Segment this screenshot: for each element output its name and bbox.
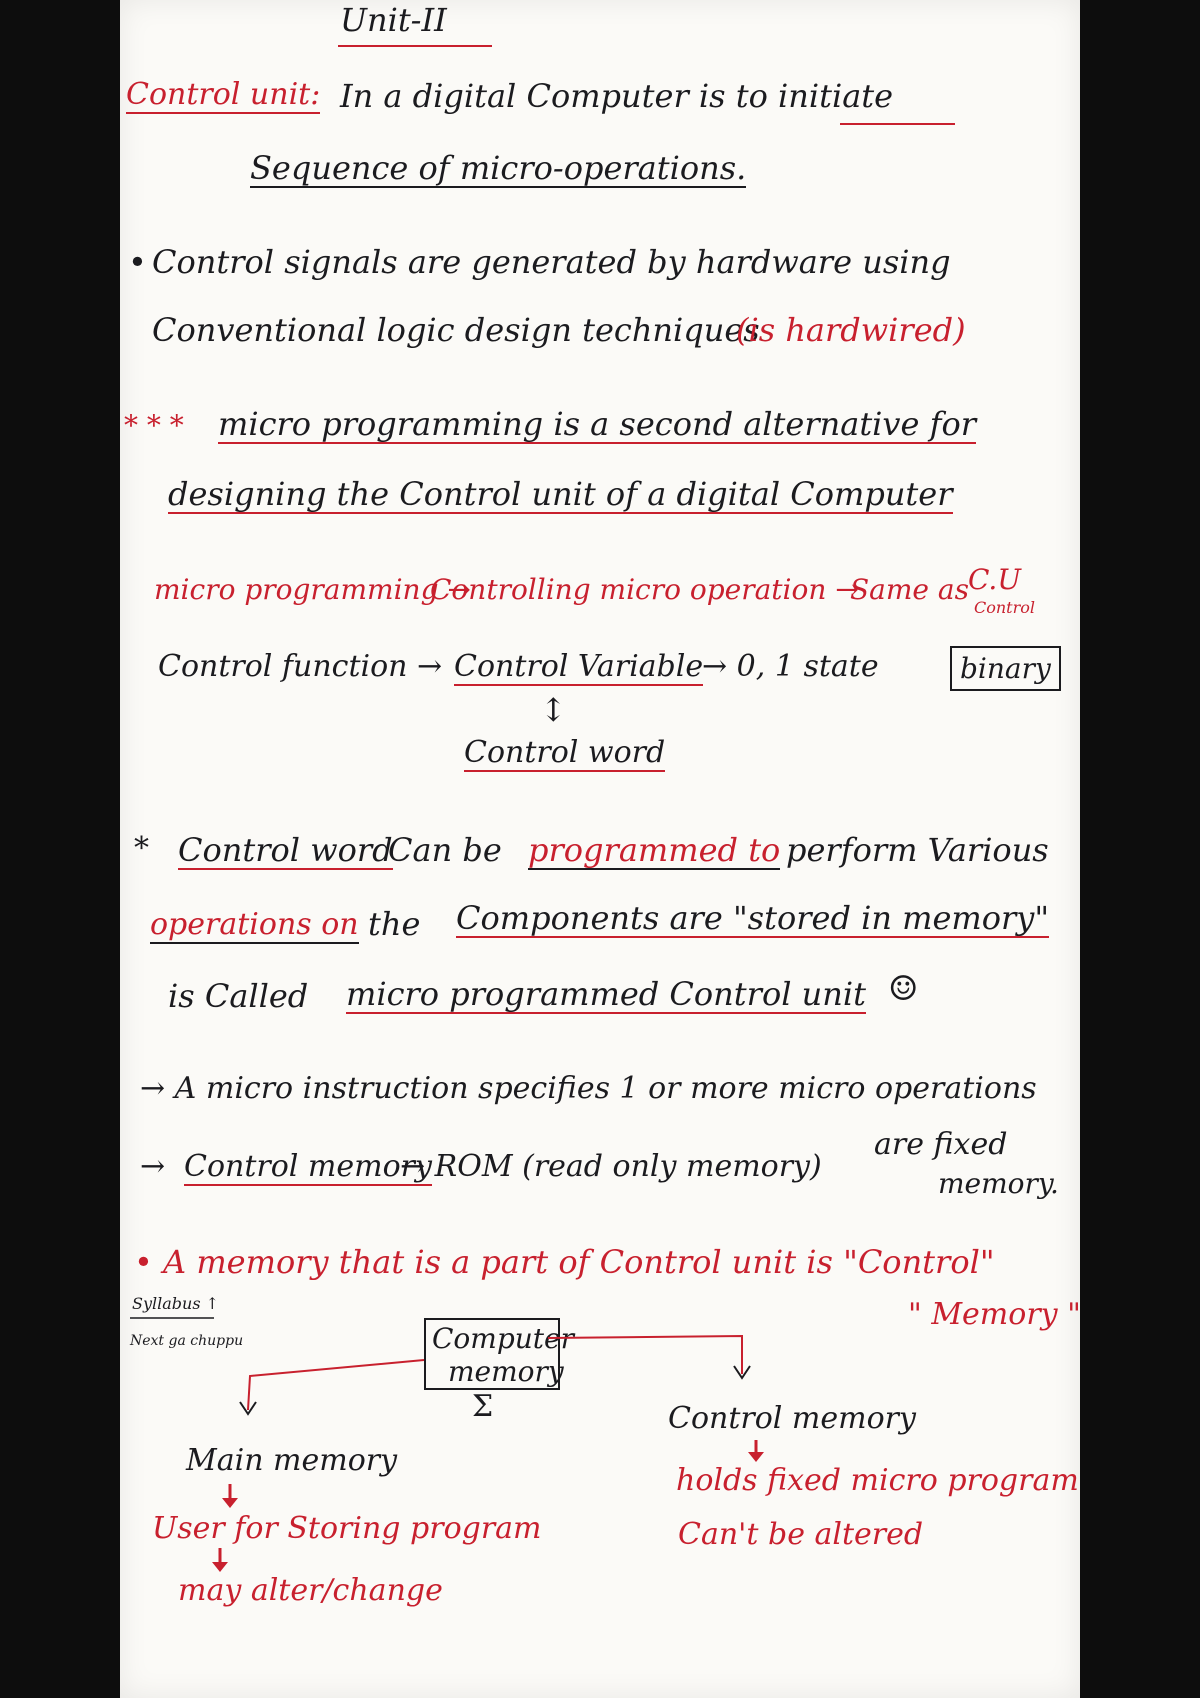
down-arrow-icon-right: [748, 1440, 764, 1462]
arrow-point-2-control-memory: Control memory: [184, 1149, 432, 1184]
cw-programmed: programmed to: [528, 831, 781, 869]
definition-line2: Sequence of micro-operations.: [250, 149, 747, 187]
side-note-syllabus: Syllabus ↑: [132, 1294, 220, 1313]
bullet2-line2: " Memory ": [908, 1297, 1081, 1332]
cw-can-be: Can be: [388, 831, 502, 869]
chain-state: → 0, 1 state: [702, 649, 879, 684]
cw-perform: perform Various: [786, 831, 1049, 869]
sigma-symbol: Σ: [472, 1389, 494, 1424]
main-memory-usage: User for Storing program: [152, 1511, 542, 1546]
bullet1-hardwired: (is hardwired): [736, 311, 966, 349]
chain-control-variable: Control Variable: [454, 649, 704, 684]
microprog-line1: micro programming is a second alternative for: [218, 405, 976, 443]
definition-term: Control unit:: [126, 77, 321, 112]
side-note-next: Next ga chuppu: [130, 1333, 244, 1349]
computer-memory-l1: Computer: [432, 1322, 574, 1355]
up-down-arrow-icon: ↕: [540, 691, 567, 729]
chain-same-as: Same as: [850, 573, 969, 606]
cw-star: *: [134, 831, 149, 866]
computer-memory-l2: memory: [448, 1355, 564, 1388]
tree-left-line: [248, 1360, 424, 1410]
arrow-point-2-memory: memory.: [938, 1167, 1059, 1200]
chain-control-function: Control function →: [158, 649, 443, 684]
cw-control-word: Control word: [178, 831, 393, 869]
bullet2-line1: • A memory that is a part of Control unit is "Control": [134, 1243, 995, 1281]
smiley-icon: ☺: [888, 969, 919, 1009]
microprog-stars: * * *: [124, 409, 184, 442]
control-memory-holds: holds fixed micro program: [676, 1463, 1079, 1498]
chain-controlling: Controlling micro operation →: [430, 573, 859, 606]
chain-microprog: micro programming →: [154, 573, 471, 606]
arrow-point-2-rom: → ROM (read only memory): [400, 1149, 822, 1184]
definition-line1: In a digital Computer is to initiate: [340, 77, 894, 115]
arrow-point-2-fixed: are fixed: [874, 1127, 1008, 1162]
cw-is-called: is Called: [168, 977, 309, 1015]
down-arrow-icon-left-1: [222, 1484, 238, 1508]
chain-control-sub: Control: [974, 598, 1036, 617]
bullet1-line2: Conventional logic design techniques: [152, 311, 760, 349]
arrow-point-2-arrow: →: [140, 1149, 166, 1184]
cw-components: Components are "stored in memory": [456, 899, 1050, 937]
chain-control-word: Control word: [464, 735, 666, 770]
cw-micro-programmed: micro programmed Control unit: [346, 975, 866, 1013]
down-arrow-icon-left-2: [212, 1548, 228, 1572]
unit-heading: Unit-II: [340, 1, 447, 39]
bullet1-line1: Control signals are generated by hardware using: [152, 243, 951, 281]
main-memory-alter: may alter/change: [178, 1573, 443, 1608]
control-memory-title: Control memory: [668, 1401, 916, 1436]
arrow-point-1: → A micro instruction specifies 1 or more micro operations: [140, 1071, 1037, 1106]
cw-operations-on: operations on: [150, 907, 359, 942]
cw-the: the: [368, 905, 421, 943]
microprog-line2: designing the Control unit of a digital Computer: [168, 475, 953, 513]
control-memory-cannot-alter: Can't be altered: [678, 1517, 924, 1552]
binary-box: binary: [950, 646, 1061, 691]
main-memory-title: Main memory: [186, 1443, 398, 1478]
tree-right-line: [548, 1336, 742, 1374]
chain-cu: C.U: [968, 563, 1021, 596]
bullet1-marker: •: [128, 243, 147, 281]
